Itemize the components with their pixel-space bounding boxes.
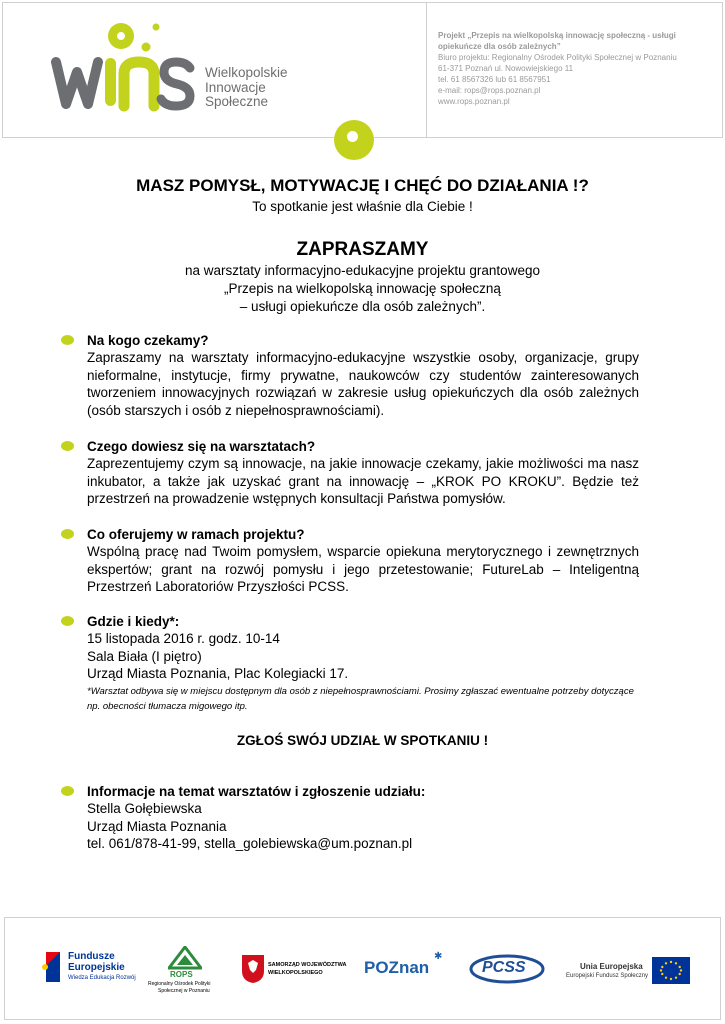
invite-line: „Przepis na wielkopolską innowację społeczną	[224, 281, 501, 296]
wins-logo-n	[124, 62, 154, 106]
invite-line: – usługi opiekuńcze dla osób zależnych”.	[239, 299, 486, 314]
ue-label-2: Europejski Fundusz Społeczny	[566, 973, 649, 979]
wins-logo-w	[56, 62, 98, 104]
wins-logo-dot-small	[142, 43, 151, 52]
header-divider	[426, 2, 427, 138]
signup-callout: ZGŁOŚ SWÓJ UDZIAŁ W SPOTKANIU !	[236, 733, 489, 748]
wins-logo-s	[161, 62, 190, 106]
section-heading: Informacje na temat warsztatów i zgłoszenie udziału:	[87, 784, 426, 799]
section-heading: Gdzie i kiedy*:	[87, 614, 180, 629]
pcss-logo: PCSS	[482, 959, 526, 976]
bullet-icon	[61, 616, 74, 626]
invite-title: ZAPRASZAMY	[296, 239, 429, 260]
project-info-line[interactable]: www.rops.poznan.pl	[438, 97, 510, 106]
contact-line: Urząd Miasta Poznania	[87, 818, 227, 834]
when-where-line: 15 listopada 2016 r. godz. 10-14	[87, 631, 280, 647]
section-heading: Co oferujemy w ramach projektu?	[87, 527, 305, 542]
wins-logo-dot-tiny	[153, 24, 160, 31]
wins-logo	[50, 18, 200, 114]
rops-subtitle-1: Regionalny Ośrodek Polityki	[148, 981, 211, 987]
ue-label-1: Unia Europejska	[580, 962, 643, 971]
logo-tagline-line3: Społeczne	[205, 94, 269, 109]
project-info-line: Biuro projektu: Regionalny Ośrodek Polityki Społecznej w Poznaniu	[438, 53, 677, 62]
bullet-icon	[61, 786, 74, 796]
bullet-icon	[61, 441, 74, 451]
bullet-icon	[61, 529, 74, 539]
section-what	[87, 438, 639, 508]
project-info	[438, 30, 718, 107]
rops-logo	[168, 946, 202, 970]
section-body: Zaprezentujemy czym są innowacje, na jakie innowacje czekamy, jakie możliwości ma nasz inkubator, a także jak uzyskać grant na innowację – „KROK PO KROKU”. Będzie też przestrzeń na prowadzenie wstępnych konsultacji Państwa pomysłów.	[87, 456, 639, 507]
invite-line: na warsztaty informacyjno-edukacyjne projektu grantowego	[185, 263, 540, 278]
section-heading: Na kogo czekamy?	[87, 333, 209, 348]
project-info-line[interactable]: e-mail: rops@rops.poznan.pl	[438, 86, 541, 95]
fe-label-2: Europejskie	[68, 962, 125, 973]
poznan-star-icon: ✱	[434, 951, 443, 962]
section-offer	[87, 526, 639, 596]
wins-logo-i	[105, 58, 116, 106]
fe-label-3: Wiedza Edukacja Rozwój	[68, 975, 136, 981]
poznan-logo: POZnan	[364, 958, 430, 977]
project-info-line: Projekt „Przepis na wielkopolską innowację społeczną - usługi	[438, 31, 676, 40]
when-where-line: Sala Biała (I piętro)	[87, 648, 202, 664]
page-subtitle: To spotkanie jest właśnie dla Ciebie !	[252, 199, 473, 214]
section-contact	[87, 783, 639, 853]
section-body: Wspólną pracę nad Twoim pomysłem, wsparcie opiekuna merytorycznego i zewnętrznych ekspertów; grant na rozwój pomysłu i jego przetestowanie; FutureLab – Inteligentną Przestrzeń Laboratoriów Przyszłości PCSS.	[87, 544, 639, 595]
logo-tagline-line1: Wielkopolskie	[205, 65, 288, 80]
section-heading: Czego dowiesz się na warsztatach?	[87, 439, 316, 454]
eu-flag-icon	[652, 957, 690, 984]
project-info-line: 61-371 Poznań ul. Nowowiejskiego 11	[438, 64, 574, 73]
section-who	[87, 332, 639, 419]
bullet-icon	[61, 335, 74, 345]
page-title: MASZ POMYSŁ, MOTYWACJĘ I CHĘĆ DO DZIAŁANIA !?	[136, 176, 589, 195]
fundusze-europejskie-logo	[40, 950, 66, 984]
samorzad-label-1: SAMORZĄD WOJEWÓDZTWA	[268, 962, 347, 968]
decorative-dot-hole	[347, 131, 358, 142]
logo-tagline	[205, 66, 288, 110]
project-info-line: opiekuńcze dla osób zależnych”	[438, 42, 561, 51]
rops-subtitle-2: Społecznej w Poznaniu	[158, 988, 210, 994]
section-body: Zapraszamy na warsztaty informacyjno-edukacyjne wszystkie osoby, organizacje, grupy nieformalne, instytucje, firmy prywatne, naukowców czy studentów zainteresowanych tworzeniem innowacyjnych rozwiązań w zakresie usług opiekuńczych dla osób zależnych (osób starszych i osób z niepełnosprawnościami).	[87, 350, 639, 418]
fe-label-1: Fundusze	[68, 951, 115, 962]
contact-line: Stella Gołębiewska	[87, 801, 202, 817]
samorzad-coat-of-arms-icon	[241, 954, 265, 984]
accessibility-note: *Warsztat odbywa się w miejscu dostępnym dla osób z niepełnosprawnościami. Prosimy zgłaszać ewentualne potrzeby dotyczące np. obecności tłumacza migowego itp.	[87, 686, 634, 712]
section-when-where	[87, 613, 639, 683]
project-info-line: tel. 61 8567326 lub 61 8567951	[438, 75, 551, 84]
rops-label: ROPS	[170, 970, 193, 979]
logo-tagline-line2: Innowacje	[205, 79, 266, 95]
contact-line[interactable]: tel. 061/878-41-99, stella_golebiewska@um.poznan.pl	[87, 836, 413, 852]
when-where-line: Urząd Miasta Poznania, Plac Kolegiacki 17.	[87, 666, 349, 682]
samorzad-label-2: WIELKOPOLSKIEGO	[268, 970, 323, 976]
